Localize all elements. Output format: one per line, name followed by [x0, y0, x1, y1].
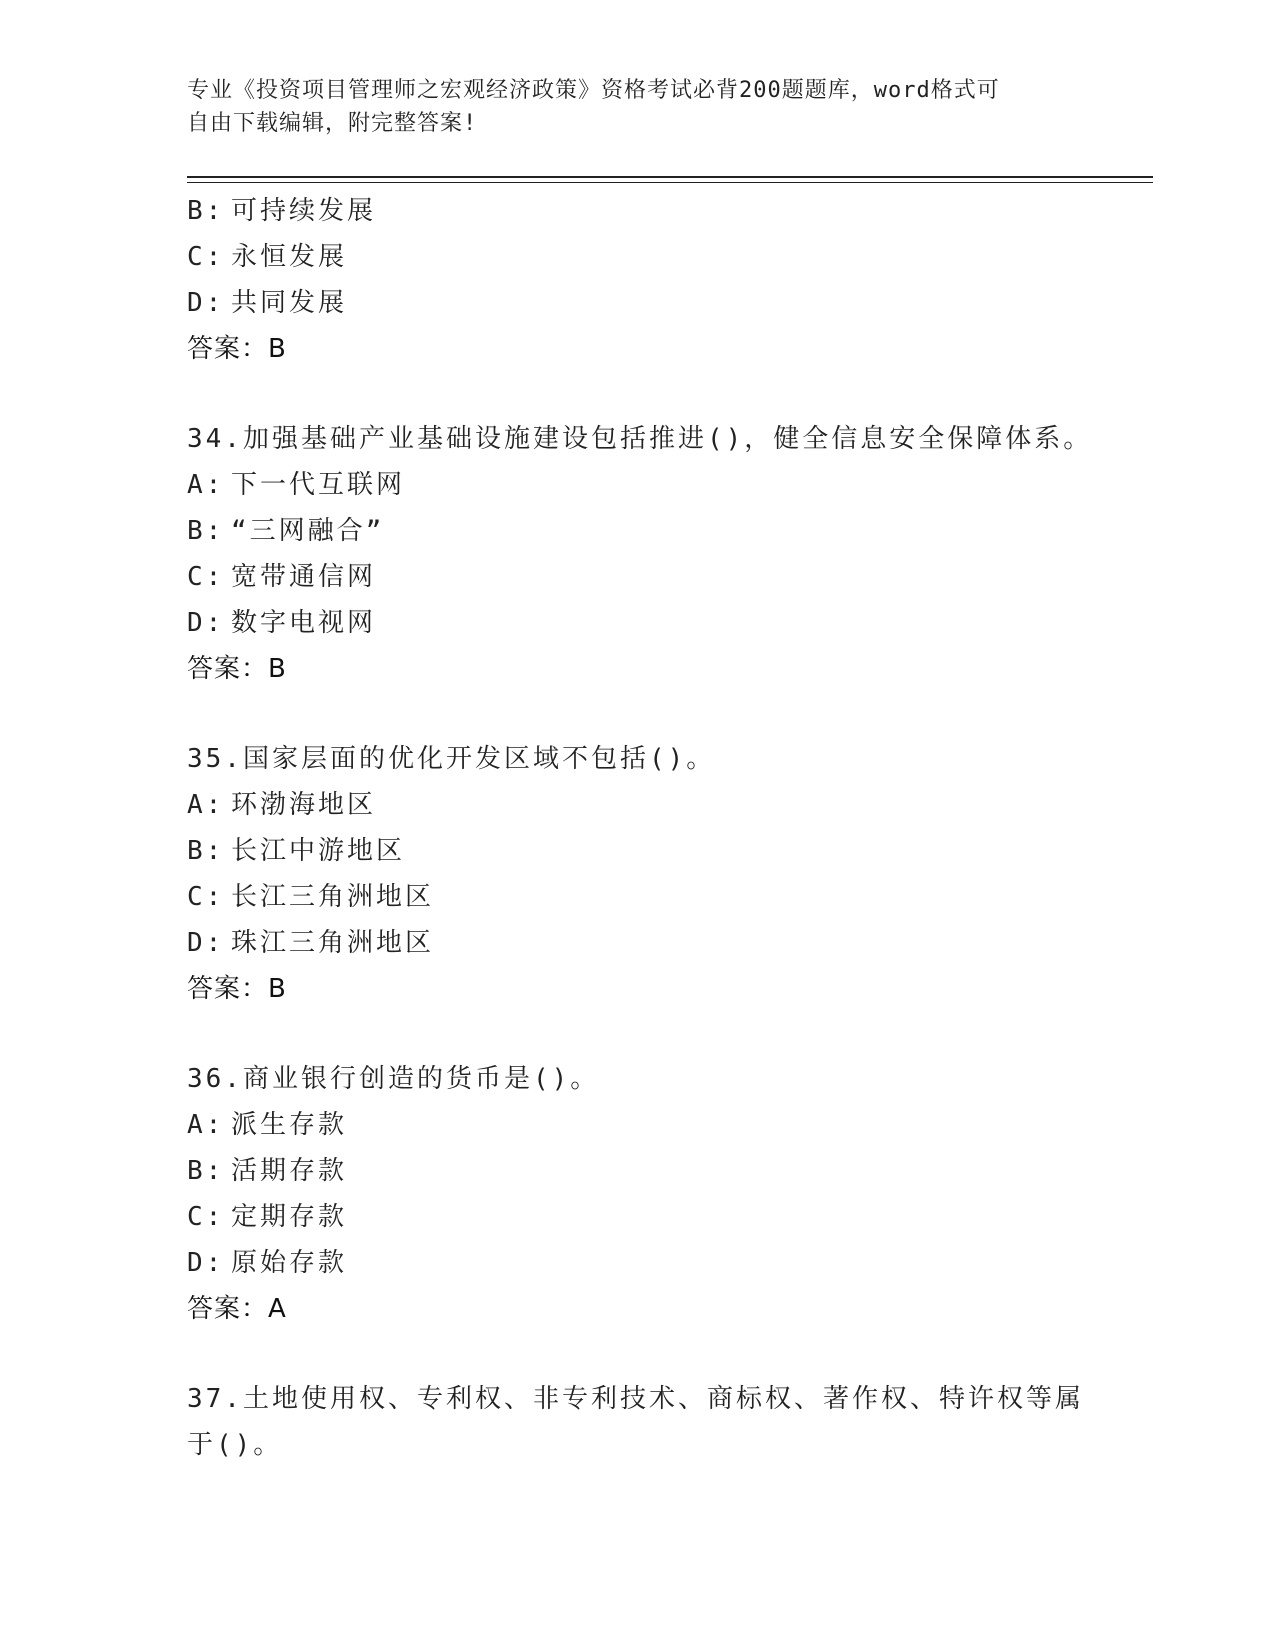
option-text: 活期存款: [231, 1156, 348, 1186]
option-b: [187, 1148, 1117, 1194]
option-text: 原始存款: [231, 1248, 348, 1278]
answer-line: 答案：B: [187, 654, 287, 684]
answer-line: 答案：A: [187, 1294, 287, 1324]
option-text: 长江中游地区: [231, 836, 406, 866]
option-d: [187, 280, 1117, 326]
answer-line: 答案：B: [187, 974, 287, 1004]
document-header: [187, 74, 1067, 140]
question-stem: 36.商业银行创造的货币是()。: [187, 1064, 600, 1094]
option-label: D:: [187, 928, 225, 958]
option-label: A:: [187, 1110, 225, 1140]
option-text: 可持续发展: [231, 196, 377, 226]
question-stem: 34.加强基础产业基础设施建设包括推进()，健全信息安全保障体系。: [187, 424, 1093, 454]
option-c: [187, 234, 1117, 280]
question-stem-line-2: 于()。: [187, 1430, 283, 1460]
option-label: A:: [187, 790, 225, 820]
option-text: 下一代互联网: [231, 470, 406, 500]
option-c: [187, 874, 1117, 920]
option-d: [187, 600, 1117, 646]
header-divider-thin: [187, 182, 1153, 183]
option-text: 定期存款: [231, 1202, 348, 1232]
option-text: 珠江三角洲地区: [231, 928, 435, 958]
option-label: C:: [187, 882, 225, 912]
option-label: B:: [187, 196, 225, 226]
question-36: [187, 1056, 1117, 1332]
question-34: [187, 416, 1117, 692]
option-label: A:: [187, 470, 225, 500]
option-text: 数字电视网: [231, 608, 377, 638]
option-a: [187, 1102, 1117, 1148]
option-label: D:: [187, 608, 225, 638]
header-title-line-2: 自由下载编辑，附完整答案!: [187, 111, 478, 136]
option-label: B:: [187, 516, 225, 546]
option-c: [187, 1194, 1117, 1240]
option-text: 派生存款: [231, 1110, 348, 1140]
option-label: C:: [187, 1202, 225, 1232]
option-b: [187, 188, 1117, 234]
question-33-continuation: [187, 188, 1117, 372]
option-d: [187, 1240, 1117, 1286]
question-37: [187, 1376, 1117, 1468]
option-label: B:: [187, 836, 225, 866]
question-list: [187, 188, 1117, 1468]
option-text: 环渤海地区: [231, 790, 377, 820]
header-divider-thick: [187, 176, 1153, 178]
option-d: [187, 920, 1117, 966]
option-text: “三网融合”: [231, 516, 385, 546]
option-c: [187, 554, 1117, 600]
option-label: D:: [187, 1248, 225, 1278]
option-a: [187, 782, 1117, 828]
option-label: D:: [187, 288, 225, 318]
option-text: 长江三角洲地区: [231, 882, 435, 912]
option-label: C:: [187, 562, 225, 592]
option-b: [187, 828, 1117, 874]
option-b: [187, 508, 1117, 554]
option-label: B:: [187, 1156, 225, 1186]
header-title-line-1: 专业《投资项目管理师之宏观经济政策》资格考试必背200题题库，word格式可: [187, 78, 1000, 103]
question-stem-line-1: 37.土地使用权、专利权、非专利技术、商标权、著作权、特许权等属: [187, 1384, 1084, 1414]
option-text: 永恒发展: [231, 242, 348, 272]
answer-line: 答案：B: [187, 334, 287, 364]
question-35: [187, 736, 1117, 1012]
question-stem: 35.国家层面的优化开发区域不包括()。: [187, 744, 716, 774]
option-text: 共同发展: [231, 288, 348, 318]
option-a: [187, 462, 1117, 508]
option-label: C:: [187, 242, 225, 272]
option-text: 宽带通信网: [231, 562, 377, 592]
